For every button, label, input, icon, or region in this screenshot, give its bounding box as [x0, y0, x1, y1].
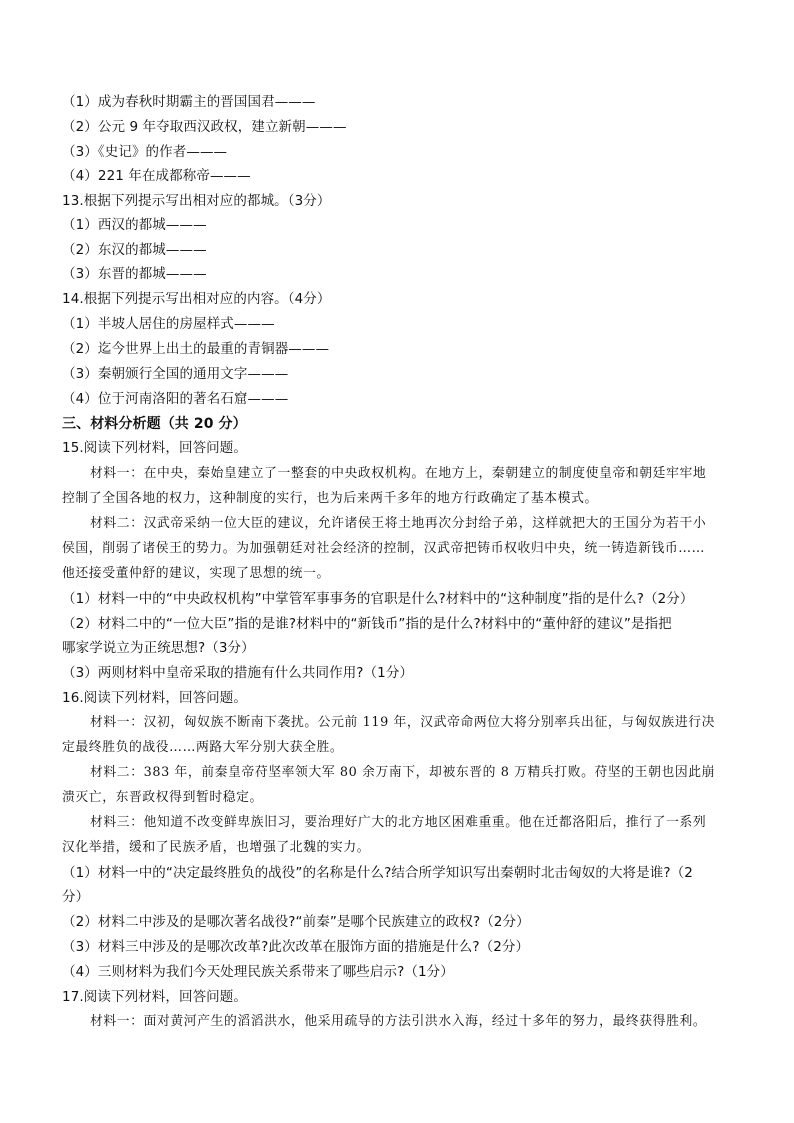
q16-material-2-line-1: 材料二：383 年，前秦皇帝苻坚率领大军 80 余万南下，却被东晋的 8 万精兵打败。苻坚的王朝也因此崩 — [90, 765, 716, 780]
q15-material-1-line-1: 材料一：在中央，秦始皇建立了一整套的中央政权机构。在地方上，秦朝建立的制度使皇帝和朝廷牢牢地 — [90, 466, 707, 481]
q13-prompt: 13.根据下列提示写出相对应的都城。（3分） — [62, 193, 331, 209]
q16-question-4: （4）三则材料为我们今天处理民族关系带来了哪些启示?（1分） — [62, 964, 454, 980]
q17-material-1-line-1: 材料一：面对黄河产生的滔滔洪水，他采用疏导的方法引洪水入海，经过十多年的努力，最终获得胜利。 — [90, 1014, 707, 1029]
q15-material-2-line-3: 他还接受董仲舒的建议，实现了思想的统一。 — [62, 566, 330, 581]
q16-prompt: 16.阅读下列材料，回答问题。 — [62, 690, 247, 706]
q14-prompt: 14.根据下列提示写出相对应的内容。（4分） — [62, 291, 331, 307]
q15-material-2-line-2: 侯国，削弱了诸侯王的势力。为加强朝廷对社会经济的控制，汉武帝把铸币权收归中央，统一铸造新钱币…… — [62, 541, 706, 556]
q16-question-1-line-1: （1）材料一中的“决定最终胜负的战役”的名称是什么?结合所学知识写出秦朝时北击匈奴的大将是谁?（2 — [62, 865, 693, 881]
q16-question-2: （2）材料二中涉及的是哪次著名战役?“前秦”是哪个民族建立的政权?（2分） — [62, 914, 530, 930]
q12-item-3: （3）《史记》的作者——— — [62, 144, 228, 160]
q13-item-2: （2）东汉的都城——— — [62, 242, 207, 258]
q17-prompt: 17.阅读下列材料，回答问题。 — [62, 989, 247, 1005]
q14-item-3: （3）秦朝颁行全国的通用文字——— — [62, 366, 289, 382]
q16-material-3-line-1: 材料三：他知道不改变鲜卑族旧习，要治理好广大的北方地区困难重重。他在迁都洛阳后，推行了一系列 — [90, 815, 707, 830]
q16-question-3: （3）材料三中涉及的是哪次改革?此次改革在服饰方面的措施是什么?（2分） — [62, 939, 530, 955]
q16-material-2-line-2: 溃灭亡，东晋政权得到暂时稳定。 — [62, 790, 263, 805]
q16-question-1-line-2: 分） — [62, 889, 90, 905]
q14-item-2: （2）迄今世界上出土的最重的青铜器——— — [62, 341, 330, 357]
q12-item-4: （4）221 年在成都称帝——— — [62, 168, 251, 184]
q16-material-1-line-2: 定最终胜负的战役……两路大军分别大获全胜。 — [62, 740, 344, 755]
q15-material-1-line-2: 控制了全国各地的权力，这种制度的实行，也为后来两千多年的地方行政确定了基本模式。 — [62, 491, 598, 506]
q15-question-3: （3）两则材料中皇帝采取的措施有什么共同作用?（1分） — [62, 665, 414, 681]
q16-material-1-line-1: 材料一：汉初，匈奴族不断南下袭扰。公元前 119 年，汉武帝命两位大将分别率兵出征，与匈奴族进行决 — [90, 715, 716, 730]
q15-question-2-line-1: （2）材料二中的“一位大臣”指的是谁?材料中的“新钱币”指的是什么?材料中的“董仲舒的建议”是指把 — [62, 616, 672, 632]
q12-item-1: （1）成为春秋时期霸主的晋国国君——— — [62, 94, 316, 110]
q15-prompt: 15.阅读下列材料，回答问题。 — [62, 440, 247, 456]
q14-item-4: （4）位于河南洛阳的著名石窟——— — [62, 391, 289, 407]
q15-question-2-line-2: 哪家学说立为正统思想?（3分） — [62, 640, 255, 656]
q13-item-3: （3）东晋的都城——— — [62, 266, 207, 282]
section-3-heading: 三、材料分析题（共 20 分） — [62, 416, 247, 432]
q15-material-2-line-1: 材料二：汉武帝采纳一位大臣的建议，允许诸侯王将土地再次分封给子弟，这样就把大的王国分为若干小 — [90, 516, 707, 531]
q16-material-3-line-2: 汉化举措，缓和了民族矛盾，也增强了北魏的实力。 — [62, 840, 371, 855]
q13-item-1: （1）西汉的都城——— — [62, 217, 207, 233]
q15-question-1: （1）材料一中的“中央政权机构”中掌管军事事务的官职是什么?材料中的“这种制度”指的是什么?（2分） — [62, 591, 694, 607]
q12-item-2: （2）公元 9 年夺取西汉政权，建立新朝——— — [62, 119, 347, 135]
q14-item-1: （1）半坡人居住的房屋样式——— — [62, 316, 275, 332]
